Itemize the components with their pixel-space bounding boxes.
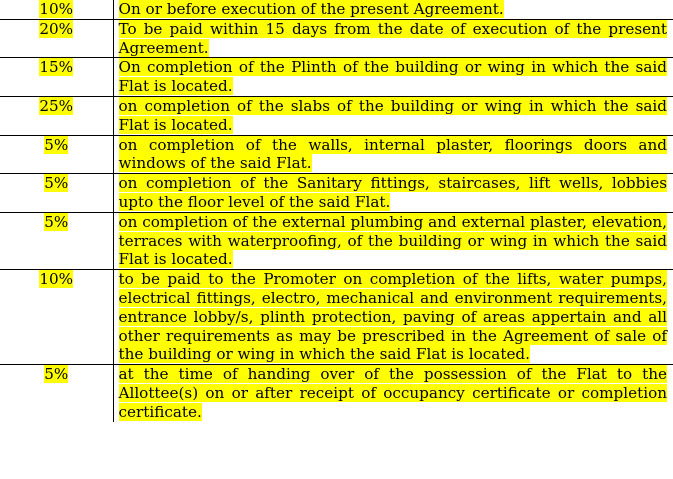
installment-percent: 20% <box>39 19 74 38</box>
installment-description: on completion of the Sanitary fittings, staircases, lift wells, lobbies upto the floor level of the said Flat. <box>118 174 667 211</box>
installment-percent: 5% <box>44 212 69 231</box>
installment-percent: 5% <box>44 174 69 193</box>
installment-description-cell <box>113 96 673 135</box>
installment-percent-cell <box>0 96 113 135</box>
installment-percent: 5% <box>44 135 69 154</box>
installment-percent: 5% <box>44 365 69 384</box>
table-row <box>0 58 673 97</box>
installment-description-cell <box>113 365 673 422</box>
table-row <box>0 96 673 135</box>
table-row <box>0 0 673 19</box>
installment-description: To be paid within 15 days from the date of execution of the present Agreement. <box>118 19 667 57</box>
installment-description-cell <box>113 174 673 213</box>
installment-percent: 25% <box>39 96 74 115</box>
table-row <box>0 19 673 58</box>
installment-description: On completion of the Plinth of the building or wing in which the said Flat is located. <box>118 58 667 96</box>
installment-percent-cell <box>0 58 113 97</box>
installment-percent-cell <box>0 270 113 365</box>
table-row <box>0 365 673 422</box>
table-row <box>0 270 673 365</box>
installment-description-cell <box>113 58 673 97</box>
installment-description: on completion of the walls, internal plaster, floorings doors and windows of the said Flat. <box>118 135 667 173</box>
installment-percent: 10% <box>39 270 74 289</box>
installment-description: on completion of the slabs of the building or wing in which the said Flat is located. <box>118 96 667 134</box>
table-row <box>0 212 673 269</box>
table-row <box>0 174 673 213</box>
table-row <box>0 135 673 174</box>
installment-percent-cell <box>0 365 113 422</box>
installment-description: on completion of the external plumbing and external plaster, elevation, terraces with waterproofing, of the building or wing in which the said Flat is located. <box>118 212 667 269</box>
installment-description: at the time of handing over of the possession of the Flat to the Allottee(s) on or after receipt of occupancy certificate or completion certificate. <box>118 365 667 421</box>
installment-percent-cell <box>0 174 113 213</box>
installment-percent: 15% <box>39 58 74 77</box>
installment-description: to be paid to the Promoter on completion of the lifts, water pumps, electrical fittings, electro, mechanical and environment requirements, entrance lobby/s, plinth protection, paving of areas appertain and all other requirements as may be prescribed in the Agreement of sale of the building or wing in which the said Flat is located. <box>118 270 667 364</box>
installment-description-cell <box>113 0 673 19</box>
installment-percent-cell <box>0 0 113 19</box>
installment-percent-cell <box>0 135 113 174</box>
installment-percent-cell <box>0 19 113 58</box>
installment-description-cell <box>113 19 673 58</box>
installment-description-cell <box>113 212 673 269</box>
installment-description-cell <box>113 135 673 174</box>
installment-percent-cell <box>0 212 113 269</box>
installment-description: On or before execution of the present Agreement. <box>118 0 504 18</box>
installment-description-cell <box>113 270 673 365</box>
installment-percent: 10% <box>39 0 74 18</box>
